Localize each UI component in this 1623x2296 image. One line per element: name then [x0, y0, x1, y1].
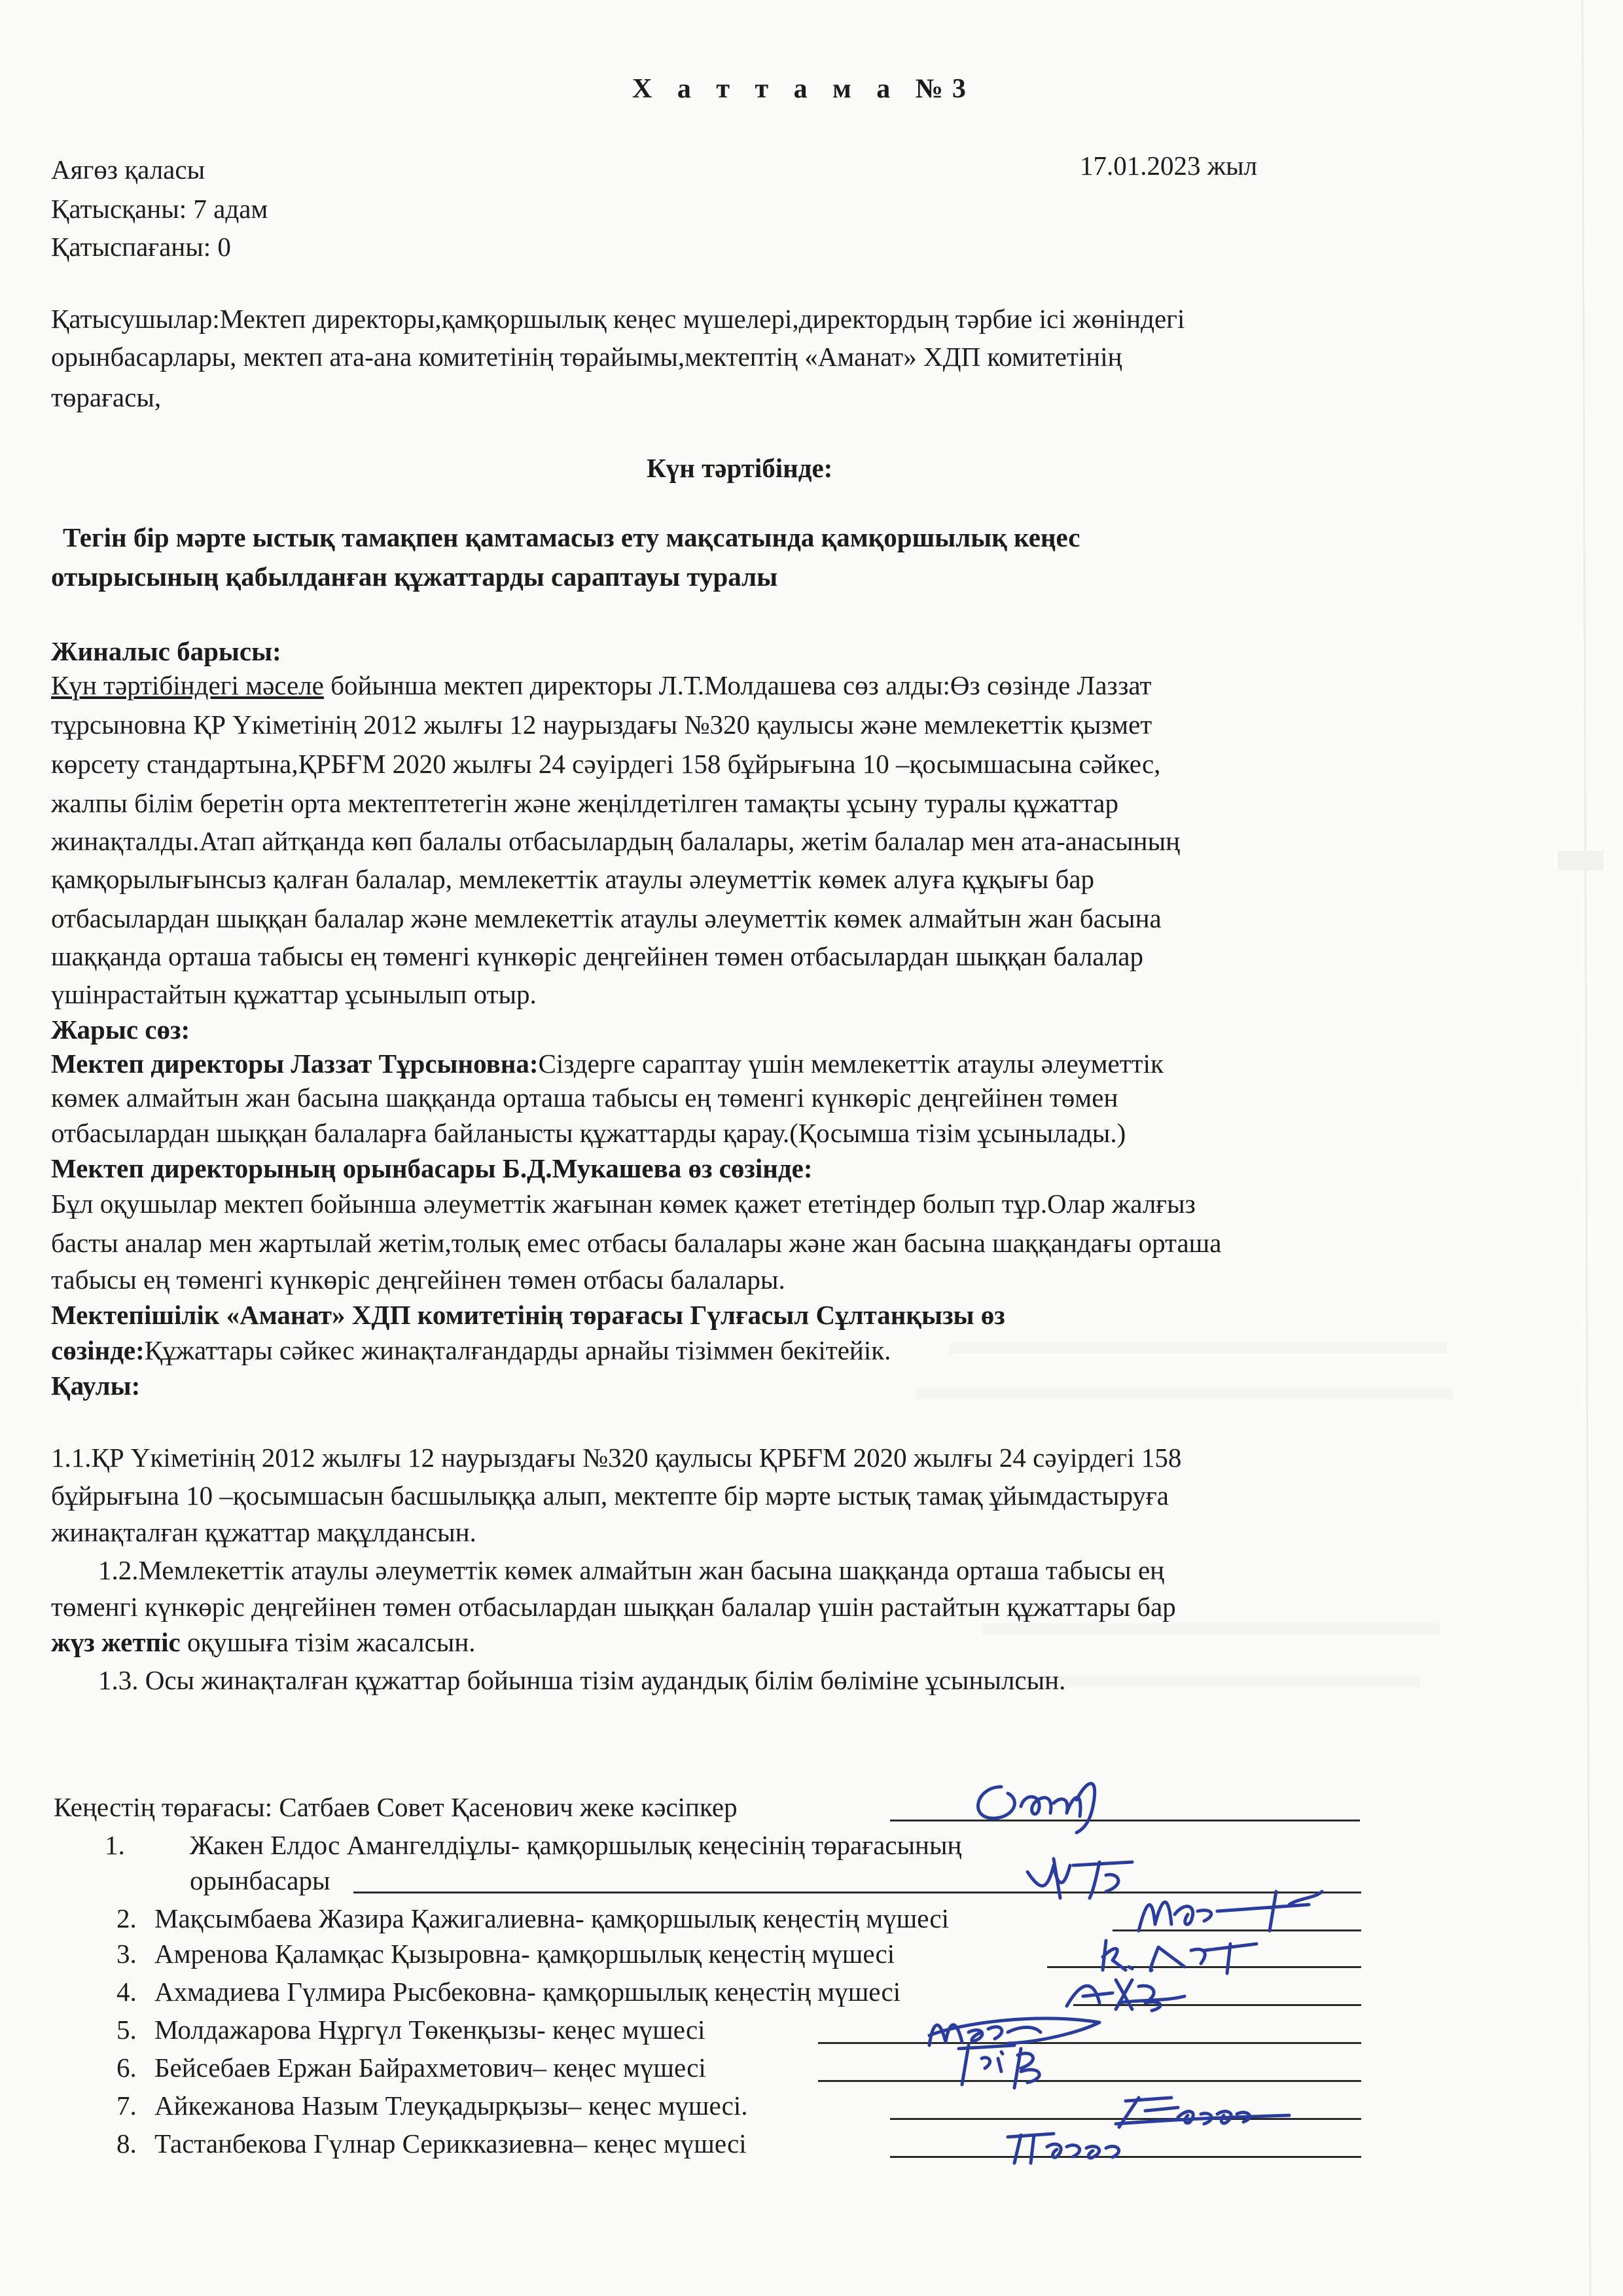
meeting-line: отбасылардан шыққан балалар және мемлекеттік атаулы әлеуметтік көмек алмайтын жан басына: [51, 903, 1162, 933]
speaker-3-name-end: сөзінде:: [51, 1335, 145, 1365]
resolution-1-line: бұйрығына 10 –қосымшасын басшылыққа алып, мектепте бір мәрте ыстық тамақ ұйымдастыруға: [51, 1480, 1169, 1511]
speaker-2-line: Бұл оқушылар мектеп бойынша әлеуметтік жағынан көмек қажет ететіндер болып тұр.Олар жалғыз: [51, 1189, 1196, 1219]
meeting-line: жинақталды.Атап айтқанда көп балалы отбасылардың балалары, жетім балалар мен ата-анасының: [51, 826, 1181, 856]
member-name: Айкежанова Назым Тлеуқадырқызы– кеңес мүшесі.: [154, 2090, 748, 2121]
member-row: [116, 1939, 895, 1969]
meeting-line: шаққанда орташа табысы ең төменгі күнкөріс деңгейінен төмен отбасылардан шыққан балалар: [51, 941, 1144, 971]
speaker-1-line: отбасылардан шыққан балаларға байланысты құжаттарды қарау.(Қосымша тізім ұсынылады.): [51, 1118, 1126, 1148]
meeting-line: тұрсыновна ҚР Үкіметінің 2012 жылғы 12 наурыздағы №320 қаулысы және мемлекеттік қызмет: [51, 709, 1152, 740]
member-number: 6.: [116, 2053, 137, 2083]
meeting-line: [51, 670, 1151, 700]
member-name: Мақсымбаева Жазира Қажигалиевна- қамқоршылық кеңестің мүшесі: [154, 1903, 950, 1933]
member-number: 3.: [116, 1939, 137, 1969]
member-number: 1.: [105, 1830, 125, 1860]
member-row: [105, 1830, 962, 1860]
agenda-line: Тегін бір мәрте ыстық тамақпен қамтамасыз ету мақсатында қамқоршылық кеңес: [63, 522, 1080, 552]
meeting-line: үшінрастайтын құжаттар ұсынылып отыр.: [51, 979, 537, 1009]
speaker-1-line: көмек алмайтын жан басына шаққанда орташа табысы ең төменгі күнкөріс деңгейінен төмен: [51, 1083, 1118, 1113]
resolution-heading: Қаулы:: [51, 1371, 141, 1401]
signature-line: [890, 1820, 1360, 1821]
debate-heading: Жарыс сөз:: [51, 1014, 190, 1045]
member-name: Амренова Қаламқас Қызыровна- қамқоршылық кеңестің мүшесі: [154, 1939, 895, 1969]
speaker-1-text: Сіздерге сараптау үшін мемлекеттік атаулы әлеуметтік: [538, 1049, 1164, 1079]
document-date: 17.01.2023 жыл: [1080, 151, 1258, 181]
city: Аягөз қаласы: [51, 154, 205, 185]
member-row: [116, 1977, 901, 2007]
member-number: 2.: [116, 1903, 137, 1933]
resolution-2-line: 1.2.Мемлекеттік атаулы әлеуметтік көмек алмайтын жан басына шаққанда орташа табысы ең: [98, 1555, 1165, 1585]
member-row: [116, 2090, 748, 2121]
member-handwritten-signature: [995, 2121, 1165, 2170]
meeting-line: қамқорылығынсыз қалған балалар, мемлекеттік атаулы әлеуметтік көмек алуға құқығы бар: [51, 864, 1095, 894]
member-name: Ахмадиева Гүлмира Рысбековна- қамқоршылық кеңестің мүшесі: [154, 1977, 901, 2007]
speaker-3-line: [51, 1335, 891, 1365]
agenda-line: отырысының қабылданған құжаттарды сараптауы туралы: [51, 562, 778, 592]
participants-line: Қатысушылар:Мектеп директоры,қамқоршылық кеңес мүшелері,директордың тәрбие ісі жөніндегі: [51, 304, 1185, 334]
member-name: Молдажарова Нұргүл Төкенқызы- кеңес мүшесі: [154, 2015, 705, 2045]
member-name: Жакен Елдос Амангелдіұлы- қамқоршылық кеңесінің төрағасының: [190, 1830, 962, 1860]
member-row: [116, 2053, 706, 2083]
speaker-3-name: Мектепішілік «Аманат» ХДП комитетінің төрағасы Гүлғасыл Сұлтанқызы өз: [51, 1300, 1005, 1330]
speaker-1-line: [51, 1049, 1164, 1079]
member-row: [116, 2128, 747, 2159]
agenda-issue-link-text: Күн тәртібіндегі мәселе: [51, 670, 324, 700]
member-handwritten-signature: [1126, 1878, 1335, 1937]
speaker-1-name: Мектеп директоры Лаззат Тұрсыновна:: [51, 1049, 539, 1079]
member-name: Бейсебаев Ержан Байрахметович– кеңес мүшесі: [154, 2053, 706, 2083]
meeting-line-rest: бойынша мектеп директоры Л.Т.Молдашева сөз алды:Өз сөзінде Лаззат: [323, 670, 1152, 700]
speaker-2-name: Мектеп директорының орынбасары Б.Д.Мукашева өз сөзінде:: [51, 1153, 813, 1183]
meeting-line: жалпы білім беретін орта мектептетегін және жеңілдетілген тамақты ұсыну туралы құжаттар: [51, 788, 1118, 818]
member-handwritten-signature: [942, 2036, 1093, 2094]
resolution-1-line: жинақталған құжаттар мақұлдансын.: [51, 1517, 476, 1547]
participants-line: төрағасы,: [51, 382, 162, 412]
chair-signature-label: Кеңестің төрағасы: Сатбаев Совет Қасенович жеке кәсіпкер: [54, 1792, 738, 1822]
member-row: [116, 1903, 949, 1933]
speaker-2-line: басты аналар мен жартылай жетім,толық емес отбасы балалары және жан басына шаққандағы орташа: [51, 1228, 1222, 1258]
attended-count: Қатысқаны: 7 адам: [51, 194, 268, 224]
resolution-3-line: 1.3. Осы жинақталған құжаттар бойынша тізім аудандық білім бөліміне ұсынылсын.: [98, 1665, 1066, 1695]
member-role: орынбасары: [190, 1865, 330, 1895]
speaker-2-line: табысы ең төменгі күнкөріс деңгейінен төмен отбасы балалары.: [51, 1265, 785, 1295]
member-row: [116, 2015, 705, 2045]
member-number: 5.: [116, 2015, 137, 2045]
meeting-line: көрсету стандартына,ҚРБҒМ 2020 жылғы 24 сәуірдегі 158 бұйрығына 10 –қосымшасына сәйкес,: [51, 749, 1161, 779]
chair-handwritten-signature: [962, 1767, 1113, 1839]
participants-line: орынбасарлары, мектеп ата-ана комитетінің төрайымы,мектептің «Аманат» ХДП комитетінің: [51, 342, 1122, 372]
absent-count: Қатыспағаны: 0: [51, 232, 231, 262]
speaker-3-text: Құжаттары сәйкес жинақталғандарды арнайы тізіммен бекітейік.: [144, 1335, 891, 1365]
member-name: Тастанбекова Гүлнар Серикказиевна– кеңес мүшесі: [154, 2128, 747, 2159]
resolution-2-line: төменгі күнкөріс деңгейінен төмен отбасылардан шыққан балалар үшін растайтын құжаттары бар: [51, 1592, 1176, 1622]
document-title: Х а т т а м а №3: [632, 74, 975, 104]
member-number: 7.: [116, 2090, 137, 2121]
resolution-1-line: 1.1.ҚР Үкіметінің 2012 жылғы 12 наурыздағы №320 қаулысы ҚРБҒМ 2020 жылғы 24 сәуірдегі 158: [51, 1443, 1182, 1473]
member-number: 4.: [116, 1977, 137, 2007]
meeting-heading: Жиналыс барысы:: [51, 636, 281, 666]
agenda-heading: Күн тәртібінде:: [647, 453, 833, 483]
resolution-2-line: [51, 1627, 476, 1657]
member-number: 8.: [116, 2128, 137, 2159]
resolution-2-rest: оқушыға тізім жасалсын.: [180, 1627, 476, 1657]
student-count: жүз жетпіс: [51, 1627, 181, 1657]
